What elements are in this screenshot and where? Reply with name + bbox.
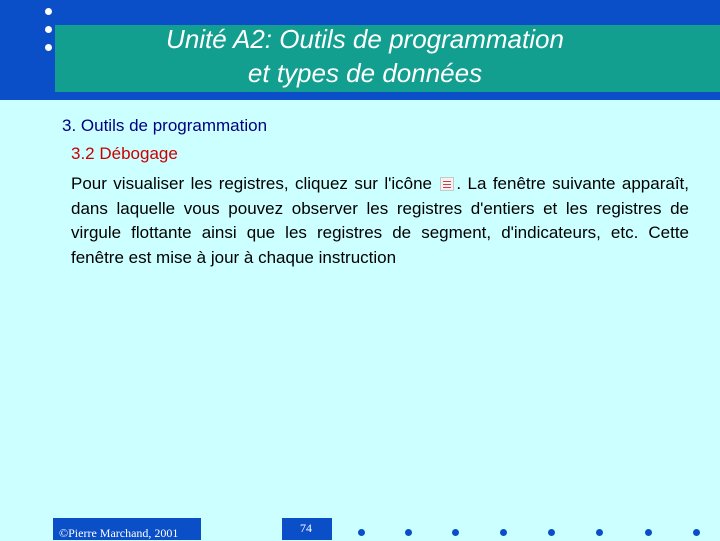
slide-title-line2: et types de données (247, 58, 483, 88)
footer-dot (548, 529, 555, 536)
header-dot (45, 44, 52, 51)
section-heading: 3. Outils de programmation (62, 116, 268, 135)
footer-dot (358, 529, 365, 536)
footer-dot (645, 529, 652, 536)
footer-dot (596, 529, 603, 536)
header-dot (45, 26, 52, 33)
copyright-text: ©Pierre Marchand, 2001 (59, 526, 179, 540)
body-paragraph (71, 172, 689, 270)
registers-icon (440, 177, 454, 191)
slide-title (55, 22, 675, 90)
page-number: 74 (300, 521, 312, 535)
paragraph-text-end: . La fenêtre suivante apparaît, dans laquelle vous pouvez observer les registres d'entiers et les registres de virgule flottante ainsi que les registres de segment, d'indicateurs, etc. Cette fenêtre est mise à jour à chaque instruction (71, 174, 689, 267)
paragraph-text-start: Pour visualiser les registres, cliquez sur l'icône (71, 174, 432, 193)
footer-dot (405, 529, 412, 536)
footer-dot (500, 529, 507, 536)
slide-title-line1: Unité A2: Outils de programmation (166, 24, 564, 54)
footer-dot (452, 529, 459, 536)
header-dot (45, 8, 52, 15)
subsection-heading: 3.2 Débogage (71, 144, 178, 163)
footer-dot (693, 529, 700, 536)
